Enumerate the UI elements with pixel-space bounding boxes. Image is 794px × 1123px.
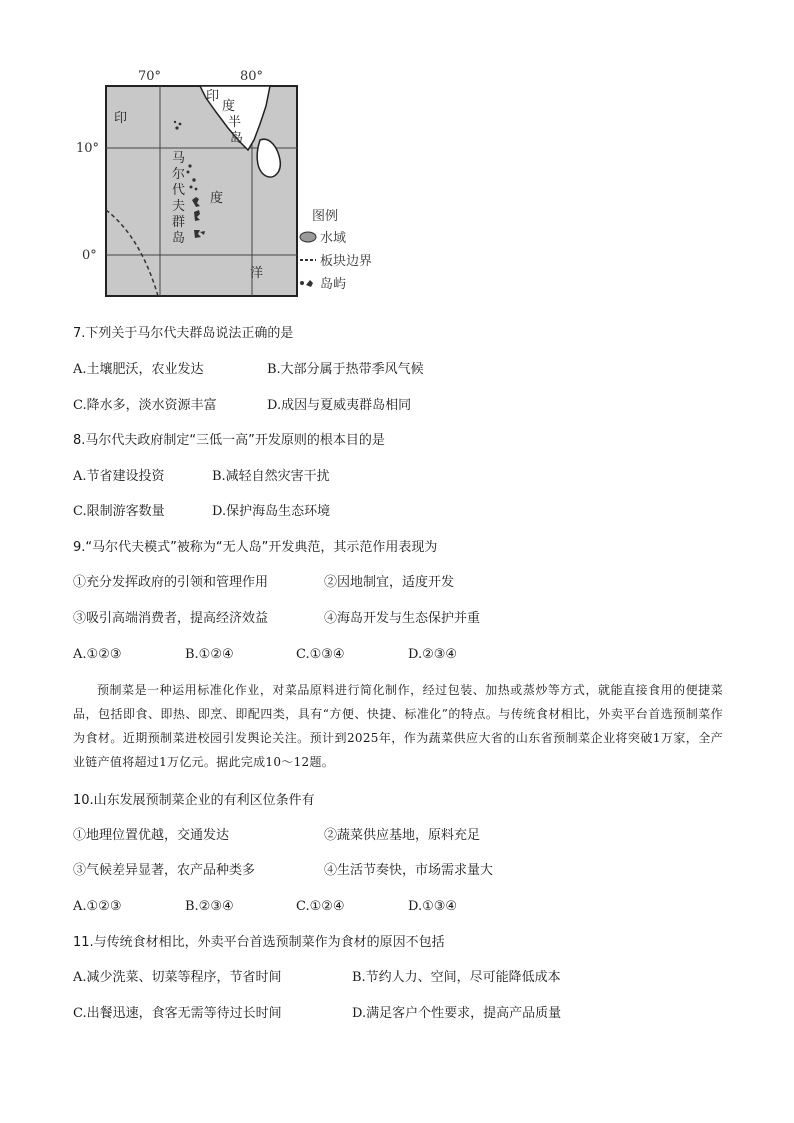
map-figure <box>70 62 410 302</box>
svg-text:度: 度 <box>222 99 236 114</box>
question-10-statement-1: ①地理位置优越，交通发达 <box>73 828 230 843</box>
label-du: 度 <box>210 191 224 206</box>
question-9-stem: 9.“马尔代夫模式”被称为“无人岛”开发典范，其示范作用表现为 <box>73 540 438 555</box>
legend-water: 水域 <box>320 231 347 246</box>
svg-text:岛: 岛 <box>172 231 186 246</box>
legend-island: 岛屿 <box>320 277 347 292</box>
question-7-option-a: A.土壤肥沃，农业发达 <box>73 362 204 377</box>
question-9-statement-2: ②因地制宜，适度开发 <box>324 575 455 590</box>
svg-text:夫: 夫 <box>172 199 186 214</box>
lon-label-80: 80° <box>240 69 264 84</box>
svg-text:马: 马 <box>172 151 186 166</box>
question-7-option-b: B.大部分属于热带季风气候 <box>267 362 424 377</box>
label-yang: 洋 <box>250 266 264 281</box>
question-11-option-d: D.满足客户个性要求，提高产品质量 <box>352 1006 562 1021</box>
sea-area <box>106 86 297 296</box>
svg-text:印: 印 <box>206 89 220 104</box>
lat-label-10: 10° <box>76 141 100 156</box>
legend-title: 图例 <box>312 209 339 224</box>
legend-boundary: 板块边界 <box>320 254 373 269</box>
label-maldives <box>172 151 185 246</box>
maldives-map <box>70 62 410 302</box>
question-10-option-c: C.①②④ <box>296 899 345 914</box>
svg-text:代: 代 <box>172 183 186 198</box>
question-10-statement-2: ②蔬菜供应基地，原料充足 <box>324 828 481 843</box>
question-8-option-c: C.限制游客数量 <box>73 504 165 519</box>
question-9-statement-3: ③吸引高端消费者，提高经济效益 <box>73 611 269 626</box>
question-9-option-c: C.①③④ <box>296 647 345 662</box>
question-10-stem: 10.山东发展预制菜企业的有利区位条件有 <box>73 793 315 808</box>
island-icon <box>300 280 313 287</box>
question-7-stem: 7.下列关于马尔代夫群岛说法正确的是 <box>73 326 294 341</box>
passage-prepared-food: 预制菜是一种运用标准化作业，对菜品原料进行简化制作，经过包装、加热或蒸炒等方式，就能直接食用的便捷菜品，包括即食、即热、即烹、即配四类，具有“方便、快捷、标准化”的特点。与传统食材相比，外卖平台首选预制菜作为食材。近期预制菜进校园引发舆论关注。预计到2025年，作为蔬菜供应大省的山东省预制菜企业将突破1万家，全产业链产值将超过1万亿元。据此完成10～12题。 <box>73 683 723 769</box>
question-7-option-d: D.成因与夏威夷群岛相同 <box>267 398 412 413</box>
svg-text:群: 群 <box>172 215 186 230</box>
svg-text:岛: 岛 <box>230 131 244 146</box>
question-10-option-b: B.②③④ <box>185 899 234 914</box>
question-9-statement-4: ④海岛开发与生态保护并重 <box>324 611 481 626</box>
question-8-option-b: B.减轻自然灾害干扰 <box>212 469 330 484</box>
water-body-icon <box>300 232 316 242</box>
question-11-option-b: B.节约人力、空间，尽可能降低成本 <box>352 970 561 985</box>
question-8-option-a: A.节省建设投资 <box>73 469 165 484</box>
svg-text:尔: 尔 <box>172 167 186 182</box>
svg-text:半: 半 <box>228 115 242 130</box>
question-9-option-d: D.②③④ <box>408 647 458 662</box>
question-9-statement-1: ①充分发挥政府的引领和管理作用 <box>73 575 269 590</box>
lon-label-70: 70° <box>138 69 162 84</box>
question-8-option-d: D.保护海岛生态环境 <box>212 504 331 519</box>
question-7-option-c: C.降水多，淡水资源丰富 <box>73 398 217 413</box>
question-9-option-a: A.①②③ <box>73 647 122 662</box>
question-11-option-a: A.减少洗菜、切菜等程序，节省时间 <box>73 970 282 985</box>
question-8-stem: 8.马尔代夫政府制定“三低一高”开发原则的根本目的是 <box>73 433 385 448</box>
lat-label-0: 0° <box>82 248 97 263</box>
question-10-statement-4: ④生活节奏快，市场需求量大 <box>324 863 494 878</box>
question-10-statement-3: ③气候差异显著，农产品种类多 <box>73 863 256 878</box>
question-10-option-a: A.①②③ <box>73 899 122 914</box>
label-yin: 印 <box>114 111 128 126</box>
question-11-option-c: C.出餐迅速，食客无需等待过长时间 <box>73 1006 282 1021</box>
question-10-option-d: D.①③④ <box>408 899 458 914</box>
question-11-stem: 11.与传统食材相比，外卖平台首选预制菜作为食材的原因不包括 <box>73 935 445 950</box>
question-9-option-b: B.①②④ <box>185 647 234 662</box>
